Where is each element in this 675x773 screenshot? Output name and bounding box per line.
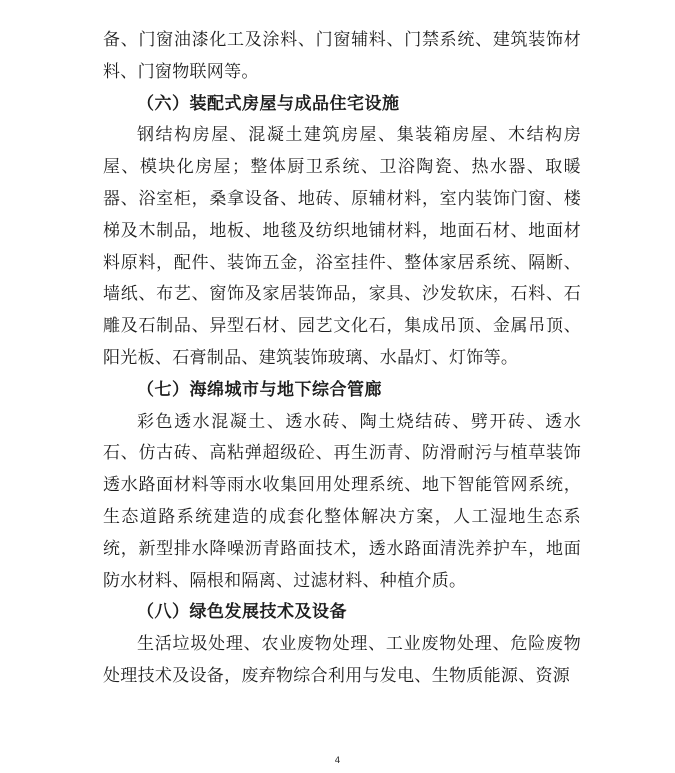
section-heading-6: （六）装配式房屋与成品住宅设施 [137,93,400,114]
paragraph-continuation: 备、门窗油漆化工及涂料、门窗辅料、门禁系统、建筑装饰材料、门窗物联网等。 [103,30,581,82]
section-heading-8: （八）绿色发展技术及设备 [137,602,347,623]
page-number: 4 [334,756,341,766]
paragraph-prefab-housing: 钢结构房屋、混凝土建筑房屋、集装箱房屋、木结构房屋、模块化房屋；整体厨卫系统、卫浴陶瓷、热水器、取暖器、浴室柜，桑拿设备、地砖、原辅材料，室内装饰门窗、楼梯及木制品，地板、地毯及纺织地铺材料，地面石材、地面材料原料，配件、装饰五金，浴室挂件、整体家居系统、隔断、墙纸、布艺、窗饰及家居装饰品，家具、沙发软床，石料、石雕及石制品、异型石材、园艺文化石，集成吊顶、金属吊顶、阳光板、石膏制品、建筑装饰玻璃、水晶灯、灯饰等。 [103,125,581,368]
paragraph-sponge-city: 彩色透水混凝土、透水砖、陶土烧结砖、劈开砖、透水石、仿古砖、高粘弹超级砼、再生沥青、防滑耐污与植草装饰透水路面材料等雨水收集回用处理系统、地下智能管网系统，生态道路系统建造的成套化整体解决方案，人工湿地生态系统，新型排水降噪沥青路面技术，透水路面清洗养护车，地面防水材料、隔根和隔离、过滤材料、种植介质。 [103,411,581,591]
section-heading-7: （七）海绵城市与地下综合管廊 [137,379,382,400]
document-body [103,25,581,693]
paragraph-green-tech: 生活垃圾处理、农业废物处理、工业废物处理、危险废物处理技术及设备，废弃物综合利用与发电、生物质能源、资源 [103,634,581,686]
